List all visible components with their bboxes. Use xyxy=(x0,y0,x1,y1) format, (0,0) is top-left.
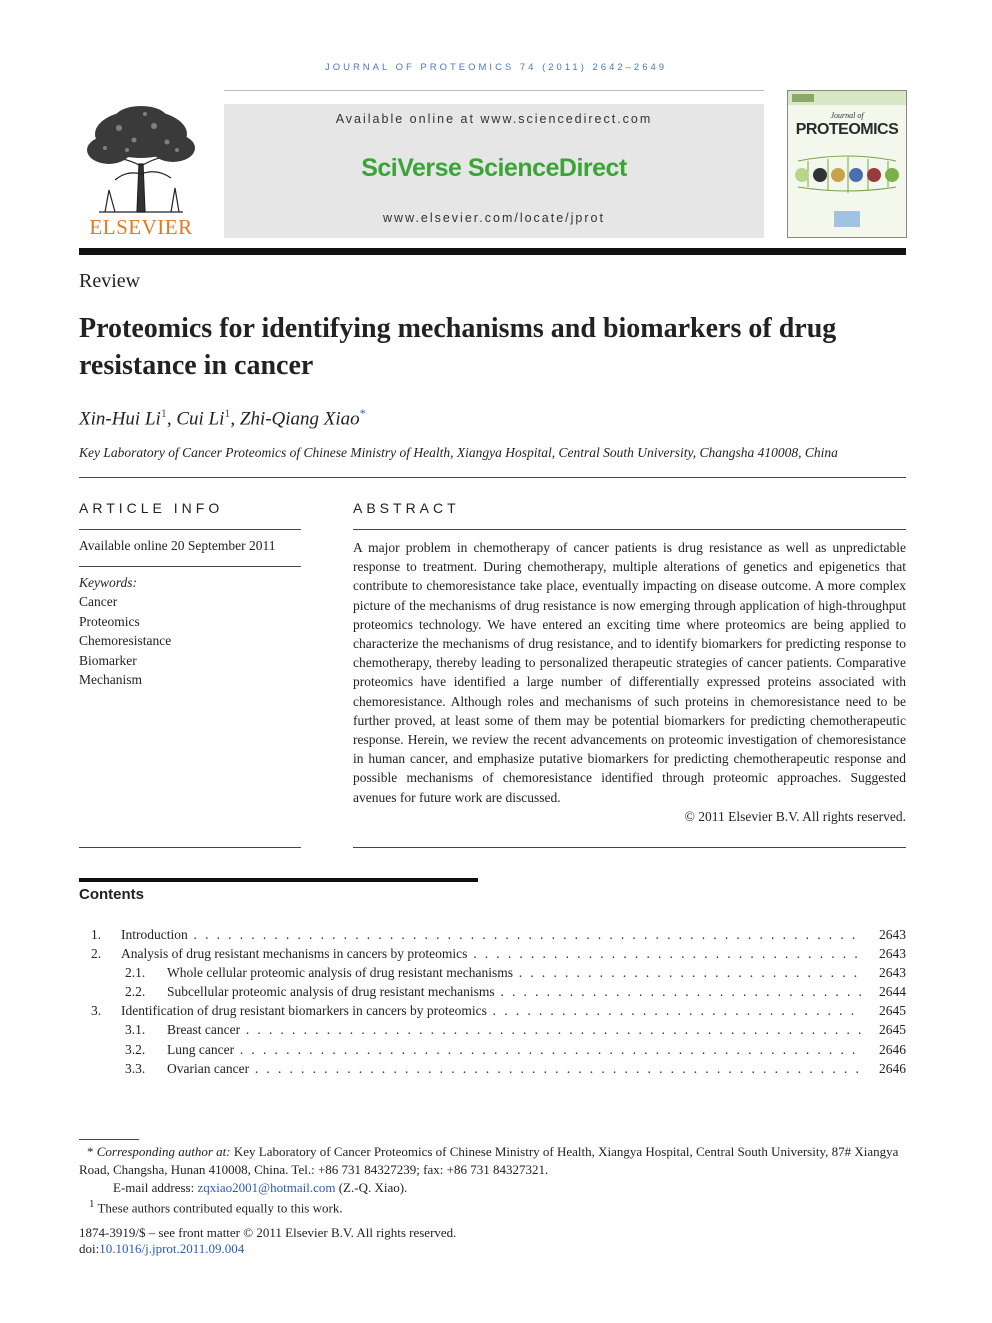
toc-page: 2646 xyxy=(879,1061,906,1076)
header-top-rule xyxy=(224,90,764,91)
toc-number: 1. xyxy=(91,927,102,942)
doi-label: doi: xyxy=(79,1241,100,1256)
equal-contribution-note xyxy=(79,1195,906,1217)
author-name[interactable]: Zhi-Qiang Xiao xyxy=(239,408,360,430)
journal-url[interactable]: www.elsevier.com/locate/jprot xyxy=(383,211,605,225)
toc-entry[interactable] xyxy=(79,927,906,946)
toc-number: 2.1. xyxy=(125,965,146,980)
keyword: Cancer xyxy=(79,594,118,610)
article-type: Review xyxy=(79,270,141,292)
toc-label[interactable]: Subcellular proteomic analysis of drug resistant mechanisms . . . xyxy=(167,984,862,1000)
abstract-heading: ABSTRACT xyxy=(353,500,460,516)
toc-label[interactable]: Identification of drug resistant biomarkers in cancers by proteomics . . . xyxy=(121,1003,862,1019)
author-separator: , xyxy=(230,408,236,430)
keyword: Chemoresistance xyxy=(79,633,172,649)
email-link[interactable]: zqxiao2001@hotmail.com xyxy=(197,1180,336,1195)
toc-page: 2646 xyxy=(879,1042,906,1057)
toc-entry[interactable] xyxy=(79,946,906,965)
toc-label[interactable]: Introduction . . . xyxy=(121,927,862,943)
elsevier-logo[interactable] xyxy=(79,104,203,240)
toc-label[interactable]: Ovarian cancer . . . xyxy=(167,1061,862,1077)
footnote-rule xyxy=(79,1139,139,1140)
divider xyxy=(79,529,301,530)
toc-entry[interactable] xyxy=(79,965,906,984)
divider xyxy=(353,847,906,848)
email-owner: (Z.-Q. Xiao). xyxy=(338,1180,408,1195)
author-list xyxy=(79,406,366,430)
toc-entry[interactable] xyxy=(79,984,906,1003)
corresponding-label: Corresponding author at: xyxy=(96,1144,231,1159)
toc-entry[interactable] xyxy=(79,1003,906,1022)
elsevier-tree-icon xyxy=(79,104,203,216)
toc-label[interactable]: Lung cancer . . . xyxy=(167,1042,862,1058)
abstract-body xyxy=(353,538,906,826)
toc-entry[interactable] xyxy=(79,1022,906,1041)
divider xyxy=(79,566,301,567)
author-mark[interactable]: * xyxy=(359,406,366,420)
corresponding-address: Key Laboratory of Cancer Proteomics of Chinese Ministry of Health, Xiangya Hospital, Central South University, 87# Xiangya Road, Changsha, Hunan 410008, China. Tel.: +86 731 84327239; fax: +86 731 84327321. xyxy=(79,1144,899,1177)
affiliation: Key Laboratory of Cancer Proteomics of Chinese Ministry of Health, Xiangya Hospital, Central South University, Changsha 410008, China xyxy=(79,445,838,460)
toc-number: 3.1. xyxy=(125,1022,146,1037)
header-bottom-rule xyxy=(79,248,906,255)
toc-entry[interactable] xyxy=(79,1061,906,1080)
issn-line: 1874-3919/$ – see front matter © 2011 Elsevier B.V. All rights reserved. xyxy=(79,1225,457,1240)
doi-link[interactable]: 10.1016/j.jprot.2011.09.004 xyxy=(99,1241,245,1256)
divider xyxy=(79,847,301,848)
author-separator: , xyxy=(166,408,172,430)
copyright-line: © 2011 Elsevier B.V. All rights reserved. xyxy=(684,808,906,824)
toc-number: 2. xyxy=(91,946,102,961)
available-online-date: Available online 20 September 2011 xyxy=(79,538,276,553)
toc-label[interactable]: Breast cancer . . . xyxy=(167,1022,862,1038)
keyword: Mechanism xyxy=(79,672,142,688)
article-info-heading: ARTICLE INFO xyxy=(79,500,224,516)
divider xyxy=(79,477,906,478)
sciencedirect-logo[interactable]: SciVerse ScienceDirect xyxy=(361,154,627,182)
toc-number: 3.3. xyxy=(125,1061,146,1076)
toc-entry[interactable] xyxy=(79,1042,906,1061)
cover-journal-of: Journal of xyxy=(830,111,864,120)
journal-cover[interactable] xyxy=(787,90,907,238)
footnote-mark: 1 xyxy=(89,1198,95,1210)
equal-contribution-text: These authors contributed equally to this work. xyxy=(97,1200,343,1216)
author-mark[interactable]: 1 xyxy=(160,406,167,420)
available-online-text[interactable]: Available online at www.sciencedirect.com xyxy=(335,112,653,126)
toc-page: 2645 xyxy=(879,1022,906,1037)
footnote-mark: * xyxy=(87,1144,94,1159)
toc-number: 2.2. xyxy=(125,984,146,999)
toc-label[interactable]: Whole cellular proteomic analysis of drug resistant mechanisms . . . xyxy=(167,965,862,981)
toc-page: 2643 xyxy=(879,965,906,980)
email-label: E-mail address: xyxy=(113,1180,195,1195)
author-name[interactable]: Xin-Hui Li xyxy=(79,408,161,430)
corresponding-author-note xyxy=(79,1143,906,1179)
toc-number: 3.2. xyxy=(125,1042,146,1057)
keyword: Biomarker xyxy=(79,652,137,668)
author-name[interactable]: Cui Li xyxy=(176,408,225,430)
cover-journal-title: PROTEOMICS xyxy=(795,121,899,138)
toc-page: 2644 xyxy=(879,984,906,999)
running-head: JOURNAL OF PROTEOMICS 74 (2011) 2642–2649 xyxy=(324,62,668,73)
author-mark[interactable]: 1 xyxy=(224,406,231,420)
elsevier-wordmark: ELSEVIER xyxy=(89,215,193,239)
toc-label[interactable]: Analysis of drug resistant mechanisms in cancers by proteomics . . . xyxy=(121,946,862,962)
toc-number: 3. xyxy=(91,1003,102,1018)
sciencedirect-banner xyxy=(224,104,764,238)
divider xyxy=(353,529,906,530)
toc-page: 2645 xyxy=(879,1003,906,1018)
article-title: Proteomics for identifying mechanisms and biomarkers of drug resistance in cancer xyxy=(79,313,837,381)
contents-heading: Contents xyxy=(79,886,144,903)
toc-page: 2643 xyxy=(879,946,906,961)
doi-line xyxy=(79,1240,906,1258)
keyword: Proteomics xyxy=(79,613,140,629)
contents-rule xyxy=(79,878,478,882)
keywords-block xyxy=(79,573,171,689)
abstract-text: A major problem in chemotherapy of cancer patients is drug resistance as well as unpredictable response to treatment. During chemotherapy, multiple alterations of genetics and epigenetics that contribute to chemoresistance take place, eventually impacting on disease outcome. A more complex picture of the mechanisms of drug resistance is now emerging through application of high-throughput proteomics technology. We have entered an exciting time where proteomics are being applied to characterize the mechanisms of drug resistance, and to identify biomarkers for predicting response to chemotherapy, thereby leading to personalized therapeutic strategies of cancer patients. Comparative proteomics have identified a large number of differentially expressed proteins associated with chemoresistance. Although roles and mechanisms of such proteins in chemoresistance need to be further proved, at least some of them may be potential biomarkers for predicting chemotherapeutic response. Herein, we review the recent advancements on proteomic investigation of chemoresistance in human cancer, and emphasize putative biomarkers for predicting chemotherapeutic response and possible mechanisms of chemoresistance identified through proteomic approaches. Suggested avenues for future work are discussed. xyxy=(353,540,906,805)
keywords-label: Keywords: xyxy=(79,575,137,590)
toc-page: 2643 xyxy=(879,927,906,942)
